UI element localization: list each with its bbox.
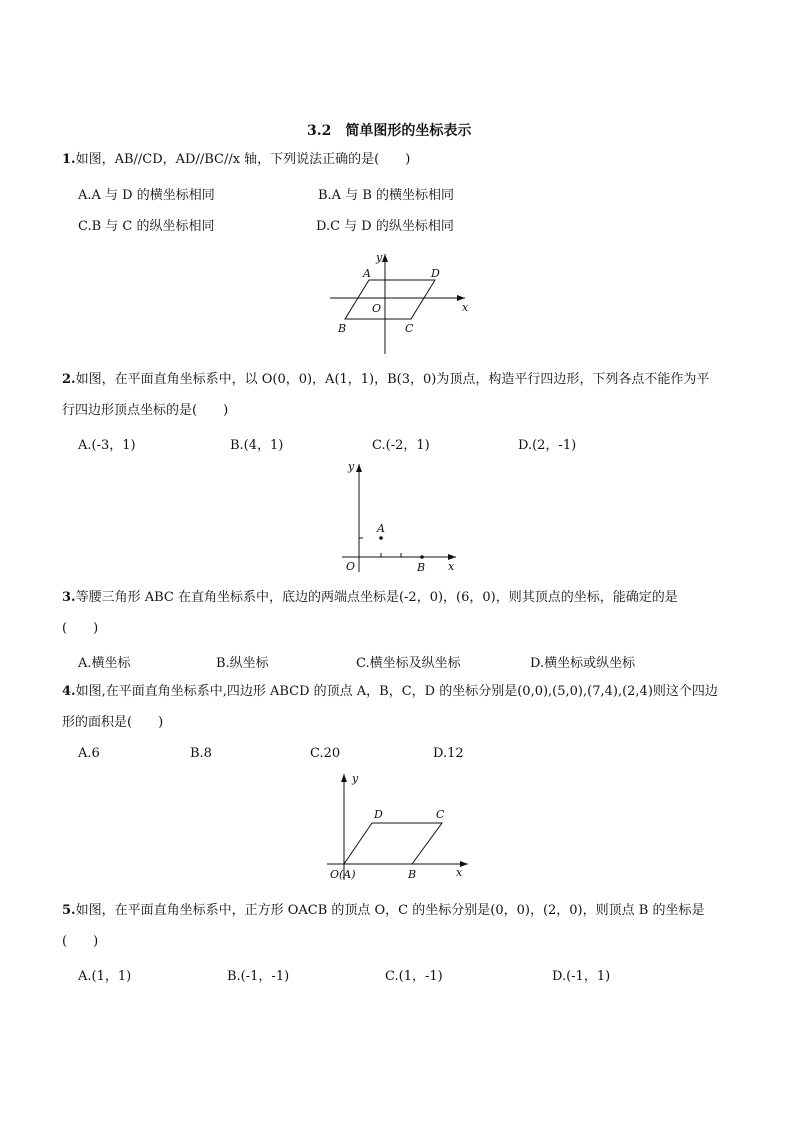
label-x: x [456, 866, 463, 879]
label-y: y [348, 460, 355, 473]
page-title: 3.2 简单图形的坐标表示 [307, 123, 472, 139]
question-1-option-a[interactable]: A.A 与 D 的横坐标相同 [78, 188, 215, 203]
question-2-figure [340, 458, 465, 576]
question-3-option-a[interactable]: A.横坐标 [78, 656, 131, 671]
question-5-line-2: ( ) [62, 934, 99, 949]
label-b: B [417, 561, 426, 574]
question-4-line-1: 如图,在平面直角坐标系中,四边形 ABCD 的顶点 A，B，C，D 的坐标分别是(0,0),(5,0),(7,4),(2,4)则这个四边 [75, 684, 718, 699]
label-o: O [372, 302, 382, 315]
question-1-text [62, 152, 410, 168]
question-3-text [62, 590, 678, 606]
point-b [420, 555, 424, 559]
label-d: D [374, 808, 383, 821]
y-axis-arrow [382, 254, 388, 262]
question-4-figure [322, 770, 472, 886]
label-a: A [363, 267, 371, 280]
question-5-option-d[interactable]: D.(-1，1) [552, 969, 611, 984]
parallelogram-abcd [345, 280, 435, 319]
parallelogram-abcd [344, 823, 442, 864]
question-3-option-b[interactable]: B.纵坐标 [216, 656, 269, 671]
question-1-number: 1. [62, 152, 76, 167]
question-3-option-d[interactable]: D.横坐标或纵坐标 [530, 656, 636, 671]
question-1-option-d[interactable]: D.C 与 D 的纵坐标相同 [316, 219, 454, 234]
question-1-line-1: 如图，AB∕∕CD，AD∕∕BC∕∕x 轴，下列说法正确的是( ) [75, 152, 411, 167]
question-4-line-2: 形的面积是( ) [62, 715, 164, 730]
label-o: O [346, 560, 356, 573]
question-5-number: 5. [62, 903, 76, 918]
question-2-option-a[interactable]: A.(-3，1) [78, 438, 136, 453]
label-b: B [338, 322, 347, 335]
label-c: C [405, 322, 414, 335]
question-1-figure [325, 248, 475, 356]
question-2-option-c[interactable]: C.(-2，1) [372, 438, 430, 453]
question-5-option-c[interactable]: C.(1，-1) [385, 969, 443, 984]
question-5-option-a[interactable]: A.(1，1) [78, 969, 132, 984]
question-1-option-b[interactable]: B.A 与 B 的横坐标相同 [318, 188, 455, 203]
question-5-option-b[interactable]: B.(-1，-1) [227, 969, 290, 984]
question-4-option-b[interactable]: B.8 [190, 746, 212, 761]
question-3-line-1: 等腰三角形 ABC 在直角坐标系中，底边的两端点坐标是(-2，0)，(6，0)，则其顶点的坐标，能确定的是 [75, 590, 678, 605]
question-2-option-b[interactable]: B.(4，1) [230, 438, 284, 453]
label-c: C [436, 808, 445, 821]
question-5-line-1: 如图，在平面直角坐标系中，正方形 OACB 的顶点 O，C 的坐标分别是(0，0)，(2，0)，则顶点 B 的坐标是 [75, 903, 705, 918]
question-2-text [62, 372, 709, 388]
label-x: x [462, 301, 469, 314]
y-axis-arrow [341, 774, 347, 782]
question-4-number: 4. [62, 684, 76, 699]
question-4-option-d[interactable]: D.12 [433, 746, 464, 761]
label-d: D [431, 267, 440, 280]
label-o-a: O(A) [330, 868, 356, 881]
question-4-text [62, 684, 718, 700]
question-3-option-c[interactable]: C.横坐标及纵坐标 [356, 656, 461, 671]
label-b: B [408, 868, 417, 881]
question-4-option-a[interactable]: A.6 [78, 746, 100, 761]
question-4-option-c[interactable]: C.20 [310, 746, 341, 761]
question-1-option-c[interactable]: C.B 与 C 的纵坐标相同 [78, 219, 215, 234]
question-3-number: 3. [62, 590, 76, 605]
label-a: A [377, 522, 385, 535]
label-y: y [376, 251, 383, 264]
question-2-line-2: 行四边形顶点坐标的是( ) [62, 403, 229, 418]
label-x: x [448, 560, 455, 573]
point-a [379, 536, 383, 540]
question-2-line-1: 如图，在平面直角坐标系中，以 O(0，0)，A(1，1)，B(3，0)为顶点，构造平行四边形，下列各点不能作为平 [75, 372, 710, 387]
question-2-number: 2. [62, 372, 76, 387]
question-2-option-d[interactable]: D.(2，-1) [518, 438, 577, 453]
question-5-text [62, 903, 704, 919]
y-axis-arrow [356, 464, 362, 472]
question-3-line-2: ( ) [62, 621, 99, 636]
label-y: y [352, 772, 359, 785]
